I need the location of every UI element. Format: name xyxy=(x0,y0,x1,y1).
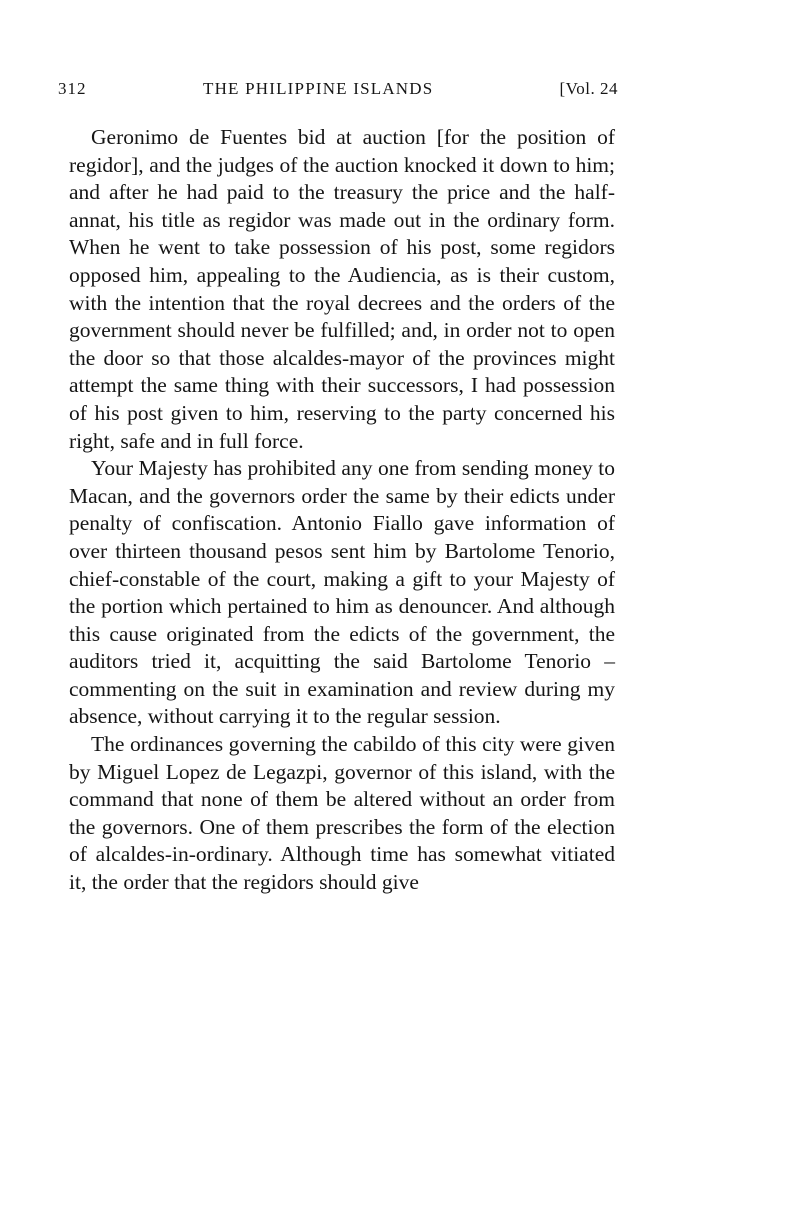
body-text xyxy=(69,124,615,897)
page-number: 312 xyxy=(58,79,87,98)
volume-label: [Vol. 24 xyxy=(559,79,618,98)
paragraph: Geronimo de Fuentes bid at auction [for the position of regidor], and the judges of the auction knocked it down to him; and after he had paid to the treasury the price and the half-annat, his title as regidor was made out in the ordinary form. When he went to take possession of his post, some regidors opposed him, appealing to the Audiencia, as is their custom, with the intention that the royal decrees and the orders of the government should never be fulfilled; and, in order not to open the door so that those alcaldes-mayor of the provinces might attempt the same thing with their successors, I had possession of his post given to him, reserving to the party concerned his right, safe and in full force. xyxy=(69,125,615,453)
page-header xyxy=(58,79,618,107)
paragraph: The ordinances governing the cabildo of this city were given by Miguel Lopez de Legazpi, governor of this island, with the command that none of them be altered without an order from the governors. One of them prescribes the form of the election of alcaldes-in-ordinary. Although time has somewhat vitiated it, the order that the regidors should give xyxy=(69,732,615,895)
running-title: THE PHILIPPINE ISLANDS xyxy=(203,79,434,98)
paragraph: Your Majesty has prohibited any one from sending money to Macan, and the governors order the same by their edicts under penalty of confiscation. Antonio Fiallo gave information of over thirteen thousand pesos sent him by Bartolome Tenorio, chief-constable of the court, making a gift to your Majesty of the portion which pertained to him as denouncer. And although this cause originated from the edicts of the government, the auditors tried it, acquitting the said Bartolome Tenorio – commenting on the suit in examination and review during my absence, without carrying it to the regular session. xyxy=(69,456,615,729)
